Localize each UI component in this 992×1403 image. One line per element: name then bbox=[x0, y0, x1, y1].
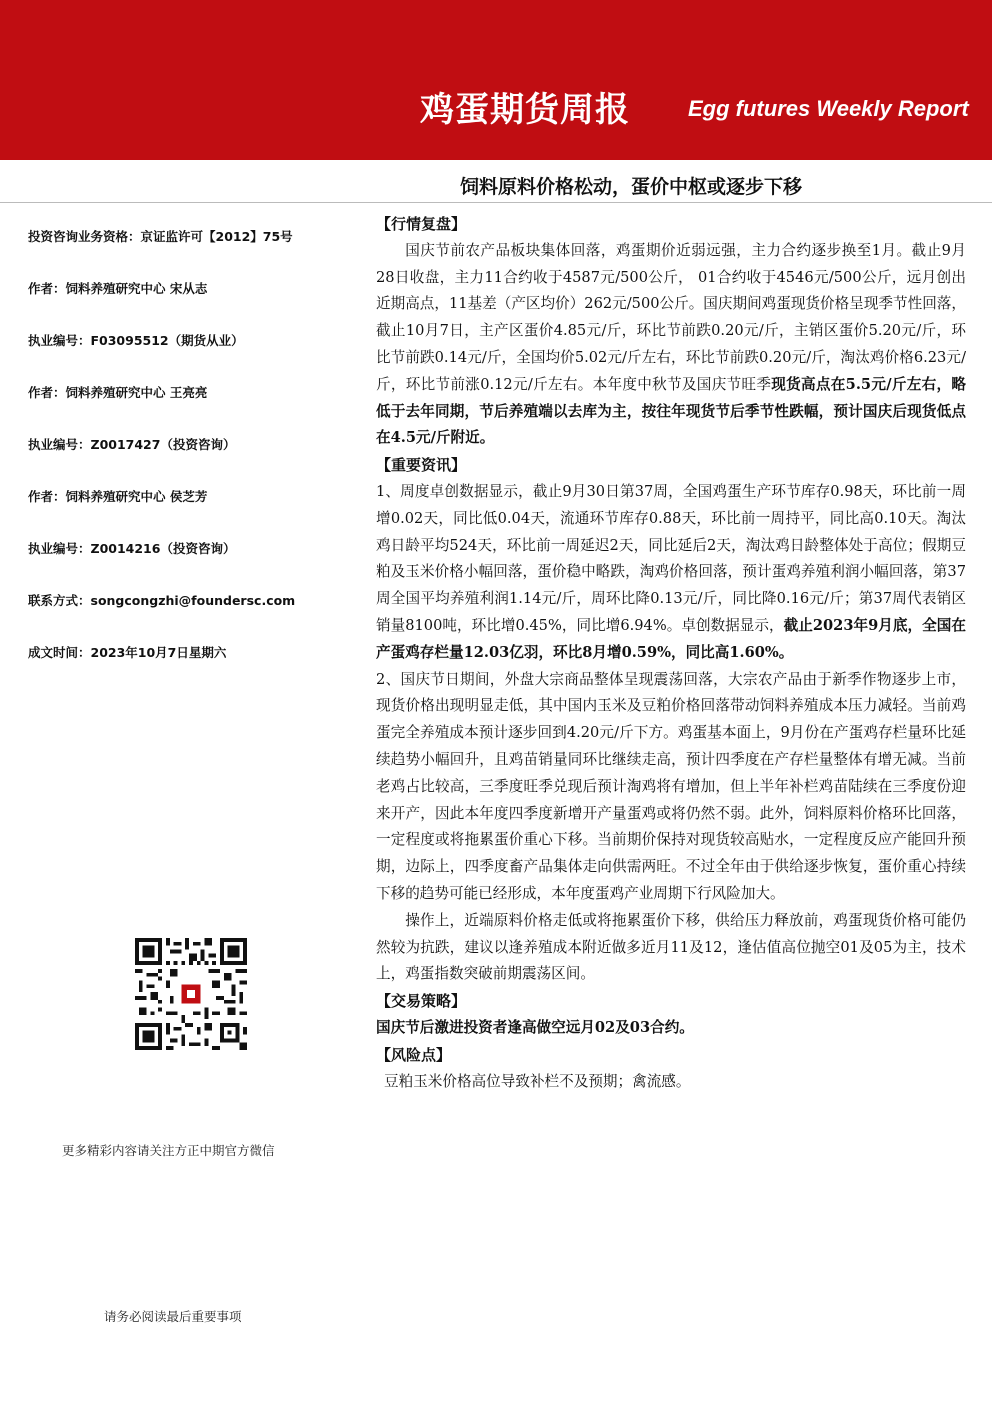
report-title-cn: 鸡蛋期货周报 bbox=[420, 90, 630, 130]
section-heading-market-review: 【行情复盘】 bbox=[376, 215, 467, 233]
registration-2: 执业编号：Z0017427（投资咨询） bbox=[28, 437, 236, 452]
market-review-highlight: 现货高点在5.5元/斤左右，略低于去年同期，节后养殖端以去库为主，按往年现货节后季节性跌幅，预计国庆后现货低点在4.5元/斤附近。 bbox=[376, 375, 966, 447]
title-divider bbox=[0, 202, 992, 203]
author-2: 作者：饲料养殖研究中心 王亮亮 bbox=[28, 385, 208, 400]
document-title: 饲料原料价格松动，蛋价中枢或逐步下移 bbox=[460, 176, 803, 198]
qualification-text: 投资咨询业务资格：京证监许可【2012】75号 bbox=[28, 229, 293, 244]
report-body bbox=[376, 211, 966, 1095]
disclaimer-note: 请务必阅读最后重要事项 bbox=[104, 1309, 242, 1324]
registration-3: 执业编号：Z0014216（投资咨询） bbox=[28, 541, 236, 556]
key-news-item-2: 2、国庆节日期间，外盘大宗商品整体呈现震荡回落，大宗农产品由于新季作物逐步上市，现货价格出现明显走低，其中国内玉米及豆粕价格回落带动饲料养殖成本压力减轻。当前鸡蛋完全养殖成本预计逐步回到4.20元/斤下方。鸡蛋基本面上，9月份在产蛋鸡存栏量环比延续趋势小幅回升，且鸡苗销量同环比继续走高，预计四季度在产存栏量整体有增无减。当前老鸡占比较高，三季度旺季兑现后预计淘鸡将有增加，但上半年补栏鸡苗陆续在三季度份迎来开产，因此本年度四季度新增开产量蛋鸡或将仍然不弱。此外，饲料原料价格环比回落，一定程度或将拖累蛋价重心下移。当前期价保持对现货较高贴水，一定程度反应产能回升预期，边际上，四季度畜产品集体走向供需两旺。不过全年由于供给逐步恢复，蛋价重心持续下移的趋势可能已经形成，本年度蛋鸡产业周期下行风险加大。 bbox=[376, 670, 966, 902]
market-review-paragraph bbox=[376, 238, 966, 452]
key-news-1-text: 1、周度卓创数据显示，截止9月30日第37周，全国鸡蛋生产环节库存0.98天，环比前一周增0.02天，同比低0.04天，流通环节库存0.88天，环比前一周持平，同比高0.10天。淘汰鸡日龄平均524天，环比前一周延迟2天，同比延后2天，淘汰鸡日龄整体处于高位；假期豆粕及玉米价格小幅回落，蛋价稳中略跌，淘鸡价格回落，预计蛋鸡养殖利润小幅回落，第37周全国平均养殖利润1.14元/斤，周环比降0.13元/斤，同比降0.16元/斤；第37周代表销区销量8100吨，环比增0.45%，同比增6.94%。卓创数据显示， bbox=[376, 482, 966, 634]
operation-advice: 操作上，近端原料价格走低或将拖累蛋价下移，供给压力释放前，鸡蛋现货价格可能仍然较为抗跌，建议以逢养殖成本附近做多近月11及12，逢估值高位抛空01及05为主，技术上，鸡蛋指数突破前期震荡区间。 bbox=[376, 911, 966, 983]
section-heading-risk: 【风险点】 bbox=[376, 1045, 452, 1064]
qr-code-icon bbox=[135, 938, 247, 1050]
risk-text: 豆粕玉米价格高位导致补栏不及预期；禽流感。 bbox=[384, 1072, 691, 1090]
publish-date: 成文时间：2023年10月7日星期六 bbox=[28, 645, 227, 660]
strategy-text: 国庆节后激进投资者逢高做空远月02及03合约。 bbox=[376, 1018, 694, 1036]
section-heading-strategy: 【交易策略】 bbox=[376, 992, 467, 1011]
qr-caption: 更多精彩内容请关注方正中期官方微信 bbox=[62, 1143, 275, 1158]
author-1: 作者：饲料养殖研究中心 宋从志 bbox=[28, 281, 208, 296]
author-3: 作者：饲料养殖研究中心 侯芝芳 bbox=[28, 489, 208, 504]
key-news-item-1 bbox=[376, 479, 966, 667]
registration-1: 执业编号：F03095512（期货从业） bbox=[28, 333, 244, 348]
market-review-text: 国庆节前农产品板块集体回落，鸡蛋期价近弱远强，主力合约逐步换至1月。截止9月28日收盘，主力11合约收于4587元/500公斤， 01合约收于4546元/500公斤，远月创出近期高点，11基差（产区均价）262元/500公斤。国庆期间鸡蛋现货价格呈现季节性回落，截止10月7日，主产区蛋价4.85元/斤，环比节前跌0.20元/斤，主销区蛋价5.20元/斤，环比节前跌0.14元/斤，全国均价5.02元/斤左右，环比节前跌0.20元/斤，淘汰鸡价格6.23元/斤，环比节前涨0.12元/斤左右。本年度中秋节及国庆节旺季 bbox=[376, 241, 966, 393]
key-news-1-highlight: 截止2023年9月底，全国在产蛋鸡存栏量12.03亿羽，环比8月增0.59%，同比高1.60%。 bbox=[376, 616, 966, 661]
section-heading-key-news: 【重要资讯】 bbox=[376, 456, 467, 475]
report-title-en: Egg futures Weekly Report bbox=[688, 96, 969, 121]
header-banner bbox=[0, 0, 992, 160]
contact-info: 联系方式：songcongzhi@foundersc.com bbox=[28, 593, 296, 608]
